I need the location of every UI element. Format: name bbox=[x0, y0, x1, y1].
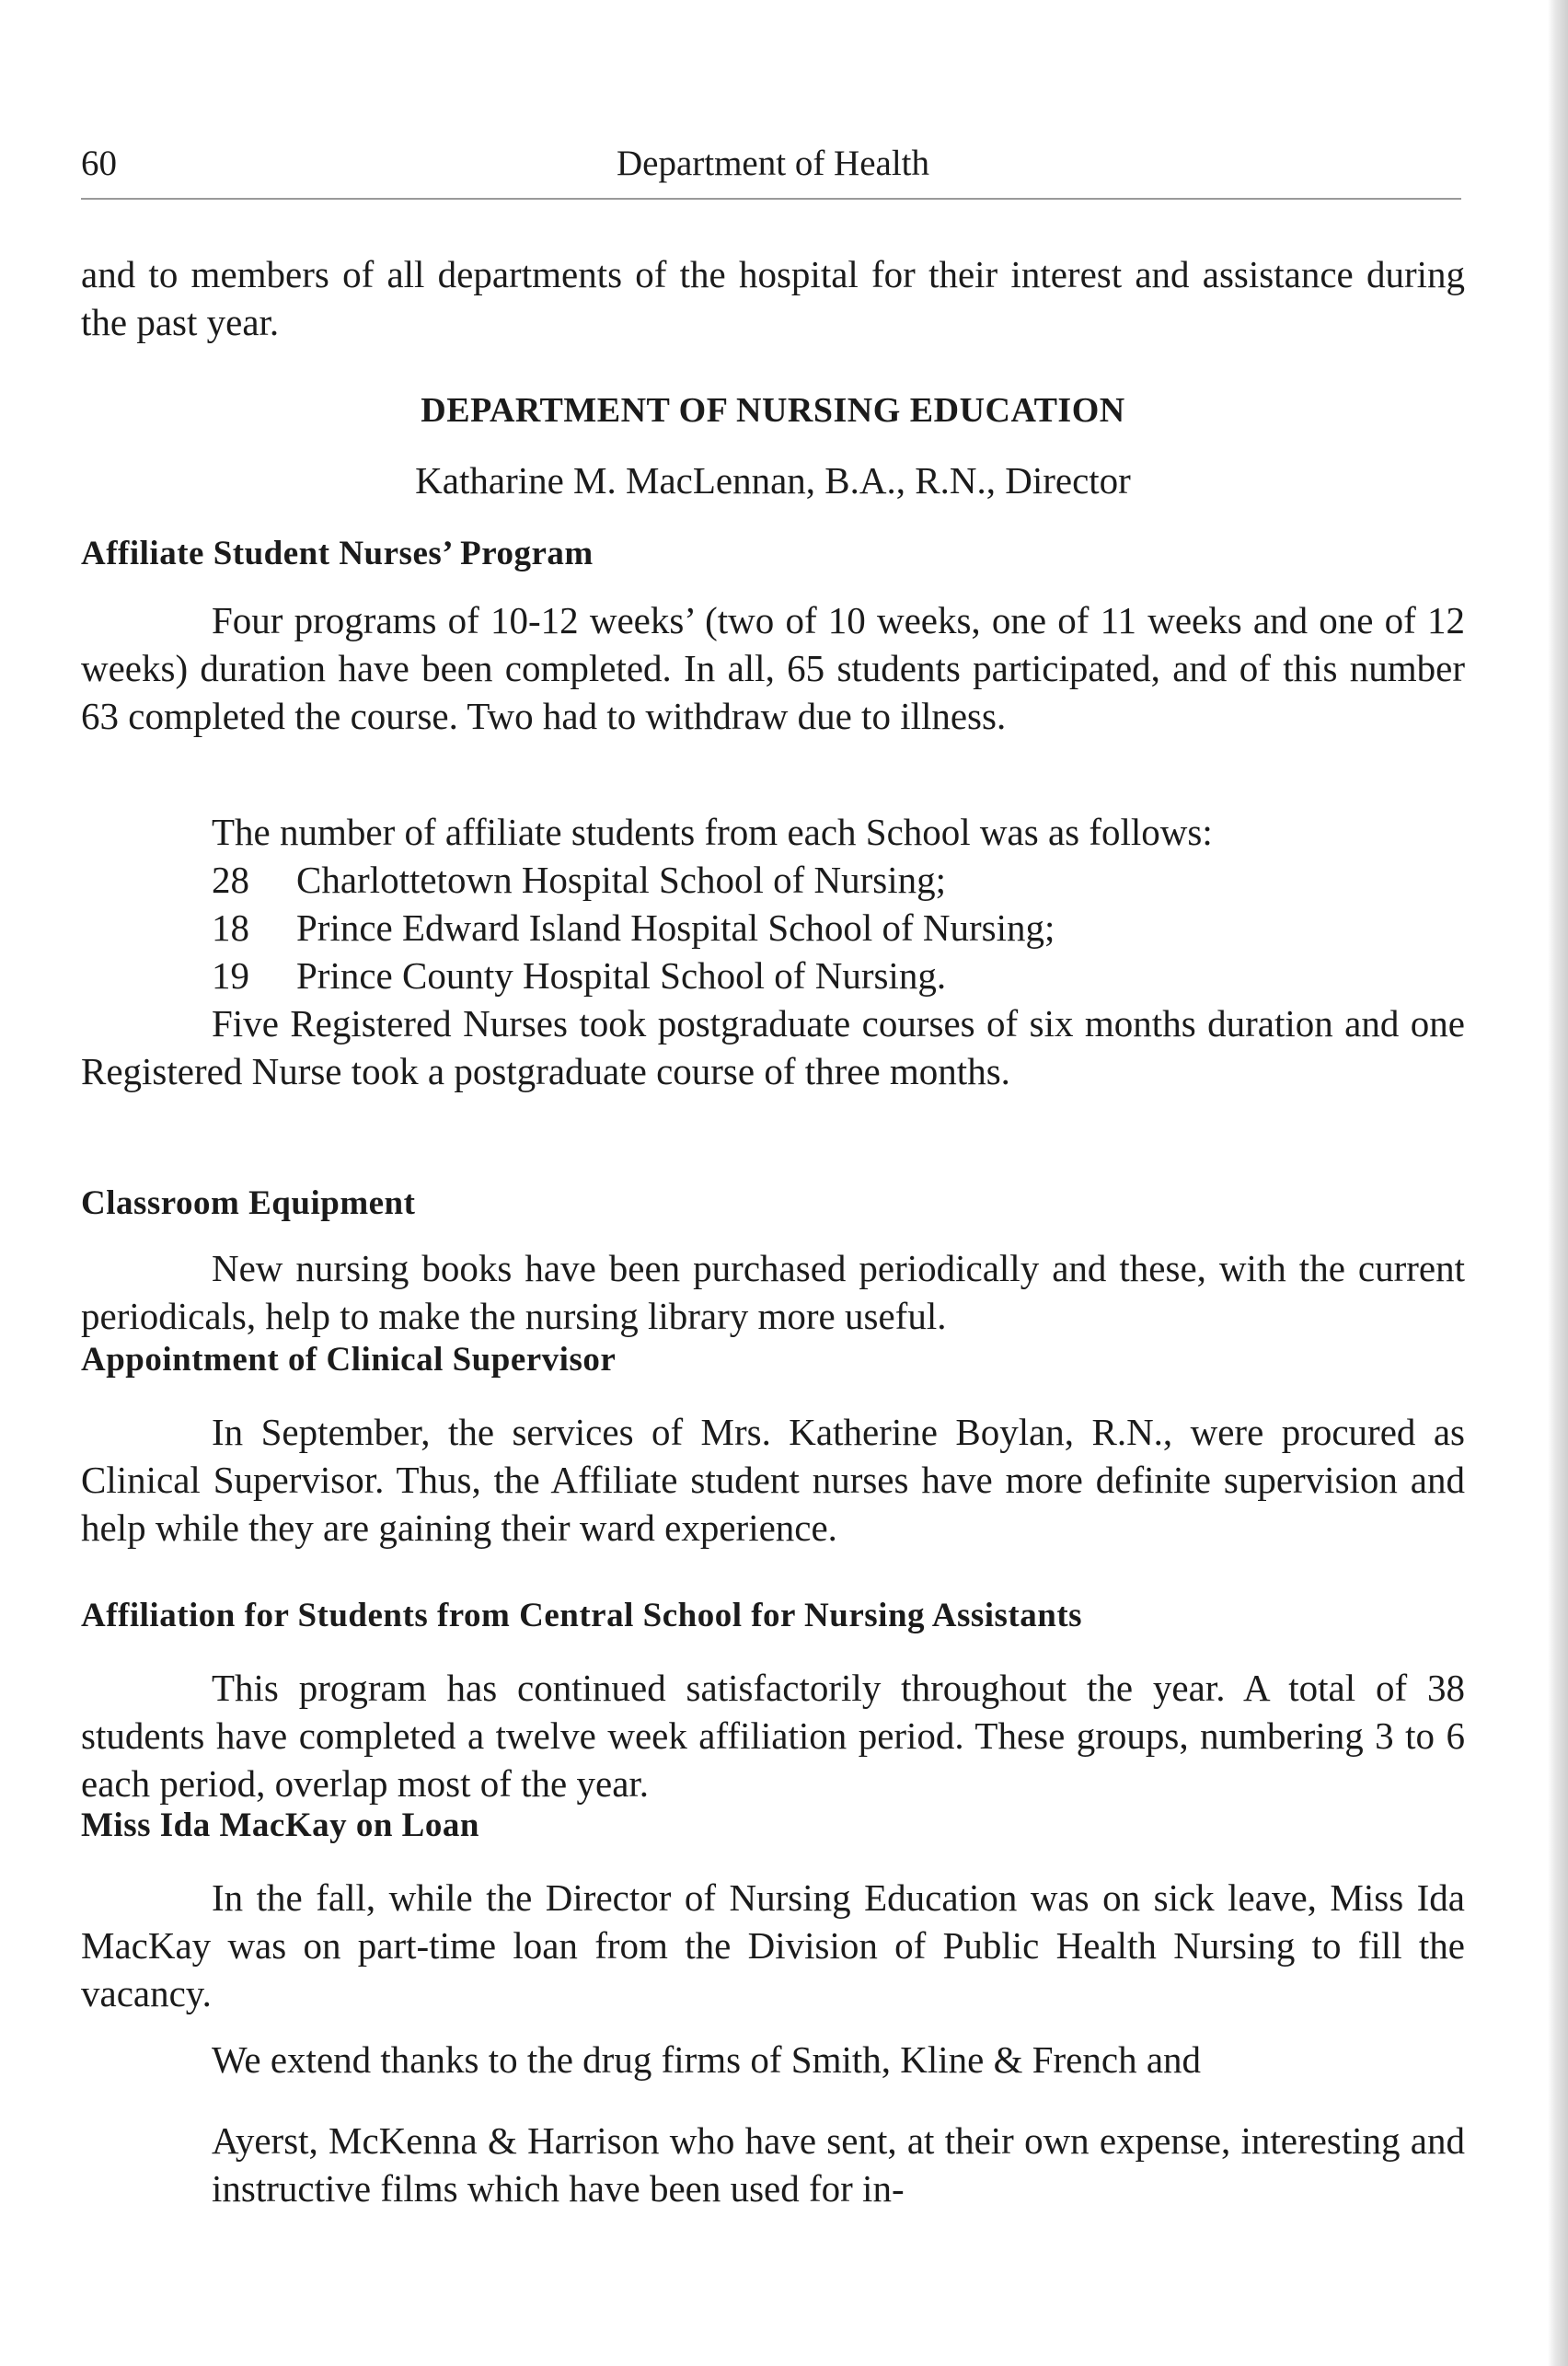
clinical-supervisor-block bbox=[81, 1408, 1465, 1552]
thanks-continuation-block bbox=[212, 2117, 1465, 2212]
running-header bbox=[81, 138, 1465, 190]
running-title: Department of Health bbox=[616, 144, 930, 183]
classroom-paragraph: New nursing books have been purchased periodically and these, with the current periodicals, help to make the nursing library more useful. bbox=[81, 1247, 1465, 1337]
school-name: Prince County Hospital School of Nursing. bbox=[296, 954, 947, 997]
affiliate-program-block bbox=[81, 596, 1465, 740]
mackay-block bbox=[81, 1874, 1465, 2017]
clinical-supervisor-paragraph: In September, the services of Mrs. Katherine Boylan, R.N., were procured as Clinical Supervisor. Thus, the Affiliate student nurses have more definite supervision and help while they are gaining their ward experience. bbox=[81, 1411, 1465, 1549]
affiliate-program-paragraph: Four programs of 10-12 weeks’ (two of 10 weeks, one of 11 weeks and one of 12 weeks) duration have been completed. In all, 65 students participated, and of this number 63 completed the course. Two had to withdraw due to illness. bbox=[81, 599, 1465, 737]
page-number: 60 bbox=[81, 144, 117, 183]
central-school-paragraph: This program has continued satisfactorily throughout the year. A total of 38 students have completed a twelve week affiliation period. These groups, numbering 3 to 6 each period, overlap most of the year. bbox=[81, 1667, 1465, 1805]
heading-ida-mackay: Miss Ida MacKay on Loan bbox=[81, 1806, 479, 1844]
director-line: Katharine M. MacLennan, B.A., R.N., Director bbox=[415, 459, 1131, 502]
postgraduate-block bbox=[81, 999, 1465, 1095]
thanks-line-1: We extend thanks to the drug firms of Smith, Kline & French and bbox=[212, 2038, 1202, 2081]
central-school-block bbox=[81, 1664, 1465, 1807]
intro-block bbox=[81, 250, 1465, 346]
page-edge-shadow bbox=[1548, 0, 1568, 2366]
heading-affiliate-program: Affiliate Student Nurses’ Program bbox=[81, 535, 594, 572]
school-count: 18 bbox=[212, 906, 249, 949]
school-count: 19 bbox=[212, 954, 249, 997]
postgraduate-paragraph: Five Registered Nurses took postgraduate courses of six months duration and one Registered Nurse took a postgraduate course of three months. bbox=[81, 1002, 1465, 1092]
intro-paragraph: and to members of all departments of the hospital for their interest and assistance during the past year. bbox=[81, 253, 1465, 343]
heading-central-school: Affiliation for Students from Central School for Nursing Assistants bbox=[81, 1597, 1083, 1634]
school-count: 28 bbox=[212, 859, 249, 901]
thanks-line-2: Ayerst, McKenna & Harrison who have sent, at their own expense, interesting and instructive films which have been used for in- bbox=[212, 2119, 1465, 2210]
mackay-paragraph: In the fall, while the Director of Nursing Education was on sick leave, Miss Ida MacKay was on part-time loan from the Division of Public Health Nursing to fill the vacancy. bbox=[81, 1876, 1465, 2014]
school-list-item bbox=[212, 904, 1055, 952]
school-list-item bbox=[212, 856, 946, 904]
heading-clinical-supervisor: Appointment of Clinical Supervisor bbox=[81, 1341, 617, 1379]
schools-intro: The number of affiliate students from each School was as follows: bbox=[212, 811, 1213, 853]
thanks-line-block bbox=[81, 2036, 1465, 2083]
school-name: Charlottetown Hospital School of Nursing; bbox=[296, 859, 947, 901]
schools-intro-block bbox=[81, 808, 1465, 856]
section-title: DEPARTMENT OF NURSING EDUCATION bbox=[421, 391, 1125, 430]
header-rule bbox=[81, 198, 1461, 200]
school-name: Prince Edward Island Hospital School of Nursing; bbox=[296, 906, 1055, 949]
heading-classroom-equipment: Classroom Equipment bbox=[81, 1184, 416, 1222]
school-list-item bbox=[212, 952, 946, 999]
classroom-block bbox=[81, 1244, 1465, 1340]
